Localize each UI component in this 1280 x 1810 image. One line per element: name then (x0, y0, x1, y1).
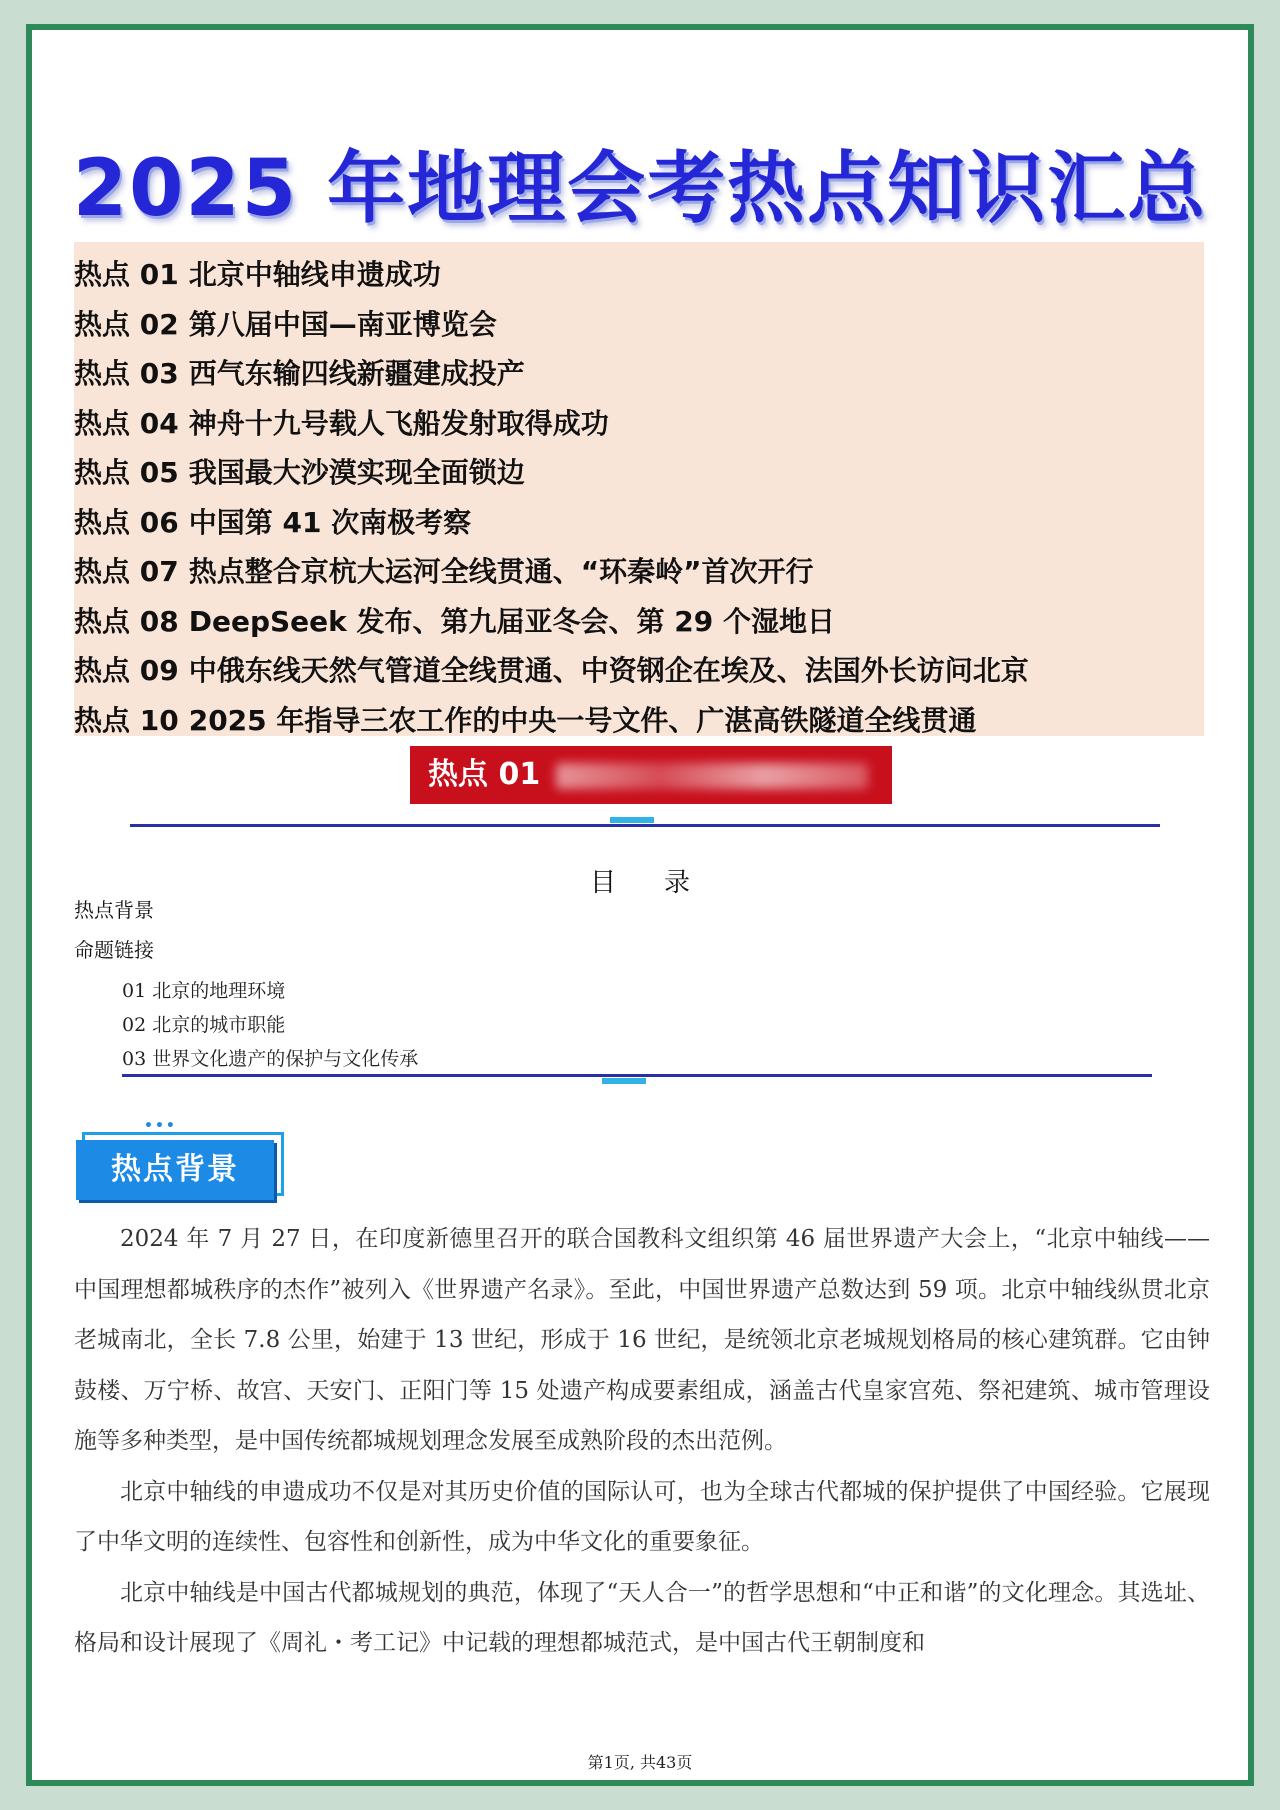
toc-item: 命题链接 (74, 938, 154, 962)
hot-topic-item: 热点 03 西气东输四线新疆建成投产 (74, 357, 525, 390)
hot-topic-item: 热点 08 DeepSeek 发布、第九届亚冬会、第 29 个湿地日 (74, 604, 835, 638)
hot-topic-item: 热点 07 热点整合京杭大运河全线贯通、“环秦岭”首次开行 (74, 555, 814, 588)
badge-dots: ••• (144, 1118, 177, 1134)
rule-tab (602, 1078, 646, 1084)
toc-bottom-rule (122, 1074, 1152, 1077)
toc-sub-item: 02 北京的城市职能 (122, 1014, 286, 1036)
hot-topic-item: 热点 04 神舟十九号载人飞船发射取得成功 (74, 406, 609, 440)
toc-sub-item: 01 北京的地理环境 (122, 980, 286, 1002)
rule-tab (610, 817, 654, 823)
banner-label: 热点 01 (428, 757, 541, 792)
blurred-banner-text (556, 763, 868, 789)
hot-topic-item: 热点 09 中俄东线天然气管道全线贯通、中资钢企在埃及、法国外长访问北京 (74, 654, 1029, 687)
badge-label: 热点背景 (76, 1140, 274, 1200)
hot-topic-item: 热点 10 2025 年指导三农工作的中央一号文件、广湛高铁隧道全线贯通 (74, 703, 977, 737)
section-badge (76, 1118, 284, 1198)
paragraph: 北京中轴线是中国古代都城规划的典范，体现了“天人合一”的哲学思想和“中正和谐”的文化理念。其选址、格局和设计展现了《周礼・考工记》中记载的理想都城范式，是中国古代王朝制度和 (74, 1579, 1210, 1656)
toc-top-rule (130, 824, 1160, 827)
hot-topic-item: 热点 02 第八届中国—南亚博览会 (74, 307, 497, 341)
hot-topic-item: 热点 01 北京中轴线申遗成功 (74, 258, 441, 291)
document-page (26, 24, 1254, 1786)
section-banner (410, 746, 892, 804)
toc-item: 热点背景 (74, 898, 154, 922)
toc-sub-item: 03 世界文化遗产的保护与文化传承 (122, 1048, 419, 1070)
toc-heading: 目录 (589, 868, 738, 898)
hot-topic-item: 热点 05 我国最大沙漠实现全面锁边 (74, 456, 525, 489)
hot-topic-item: 热点 06 中国第 41 次南极考察 (74, 505, 472, 539)
hot-topic-list (74, 242, 1204, 736)
page-footer: 第1页, 共43页 (587, 1753, 693, 1772)
paragraph: 2024 年 7 月 27 日，在印度新德里召开的联合国教科文组织第 46 届世界遗产大会上，“北京中轴线——中国理想都城秩序的杰作”被列入《世界遗产名录》。至此，中国世界遗产总数达到 59 项。北京中轴线纵贯北京老城南北，全长 7.8 公里，始建于 13 世纪，形成于 16 世纪，是统领北京老城规划格局的核心建筑群。它由钟鼓楼、万宁桥、故宫、天安门、正阳门等 15 处遗产构成要素组成，涵盖古代皇家宫苑、祭祀建筑、城市管理设施等多种类型，是中国传统都城规划理念发展至成熟阶段的杰出范例。 (74, 1226, 1210, 1454)
paragraph: 北京中轴线的申遗成功不仅是对其历史价值的国际认可，也为全球古代都城的保护提供了中国经验。它展现了中华文明的连续性、包容性和创新性，成为中华文化的重要象征。 (74, 1478, 1210, 1555)
document-title: 2025 年地理会考热点知识汇总 (72, 144, 1208, 234)
body-text (74, 1214, 1210, 1669)
